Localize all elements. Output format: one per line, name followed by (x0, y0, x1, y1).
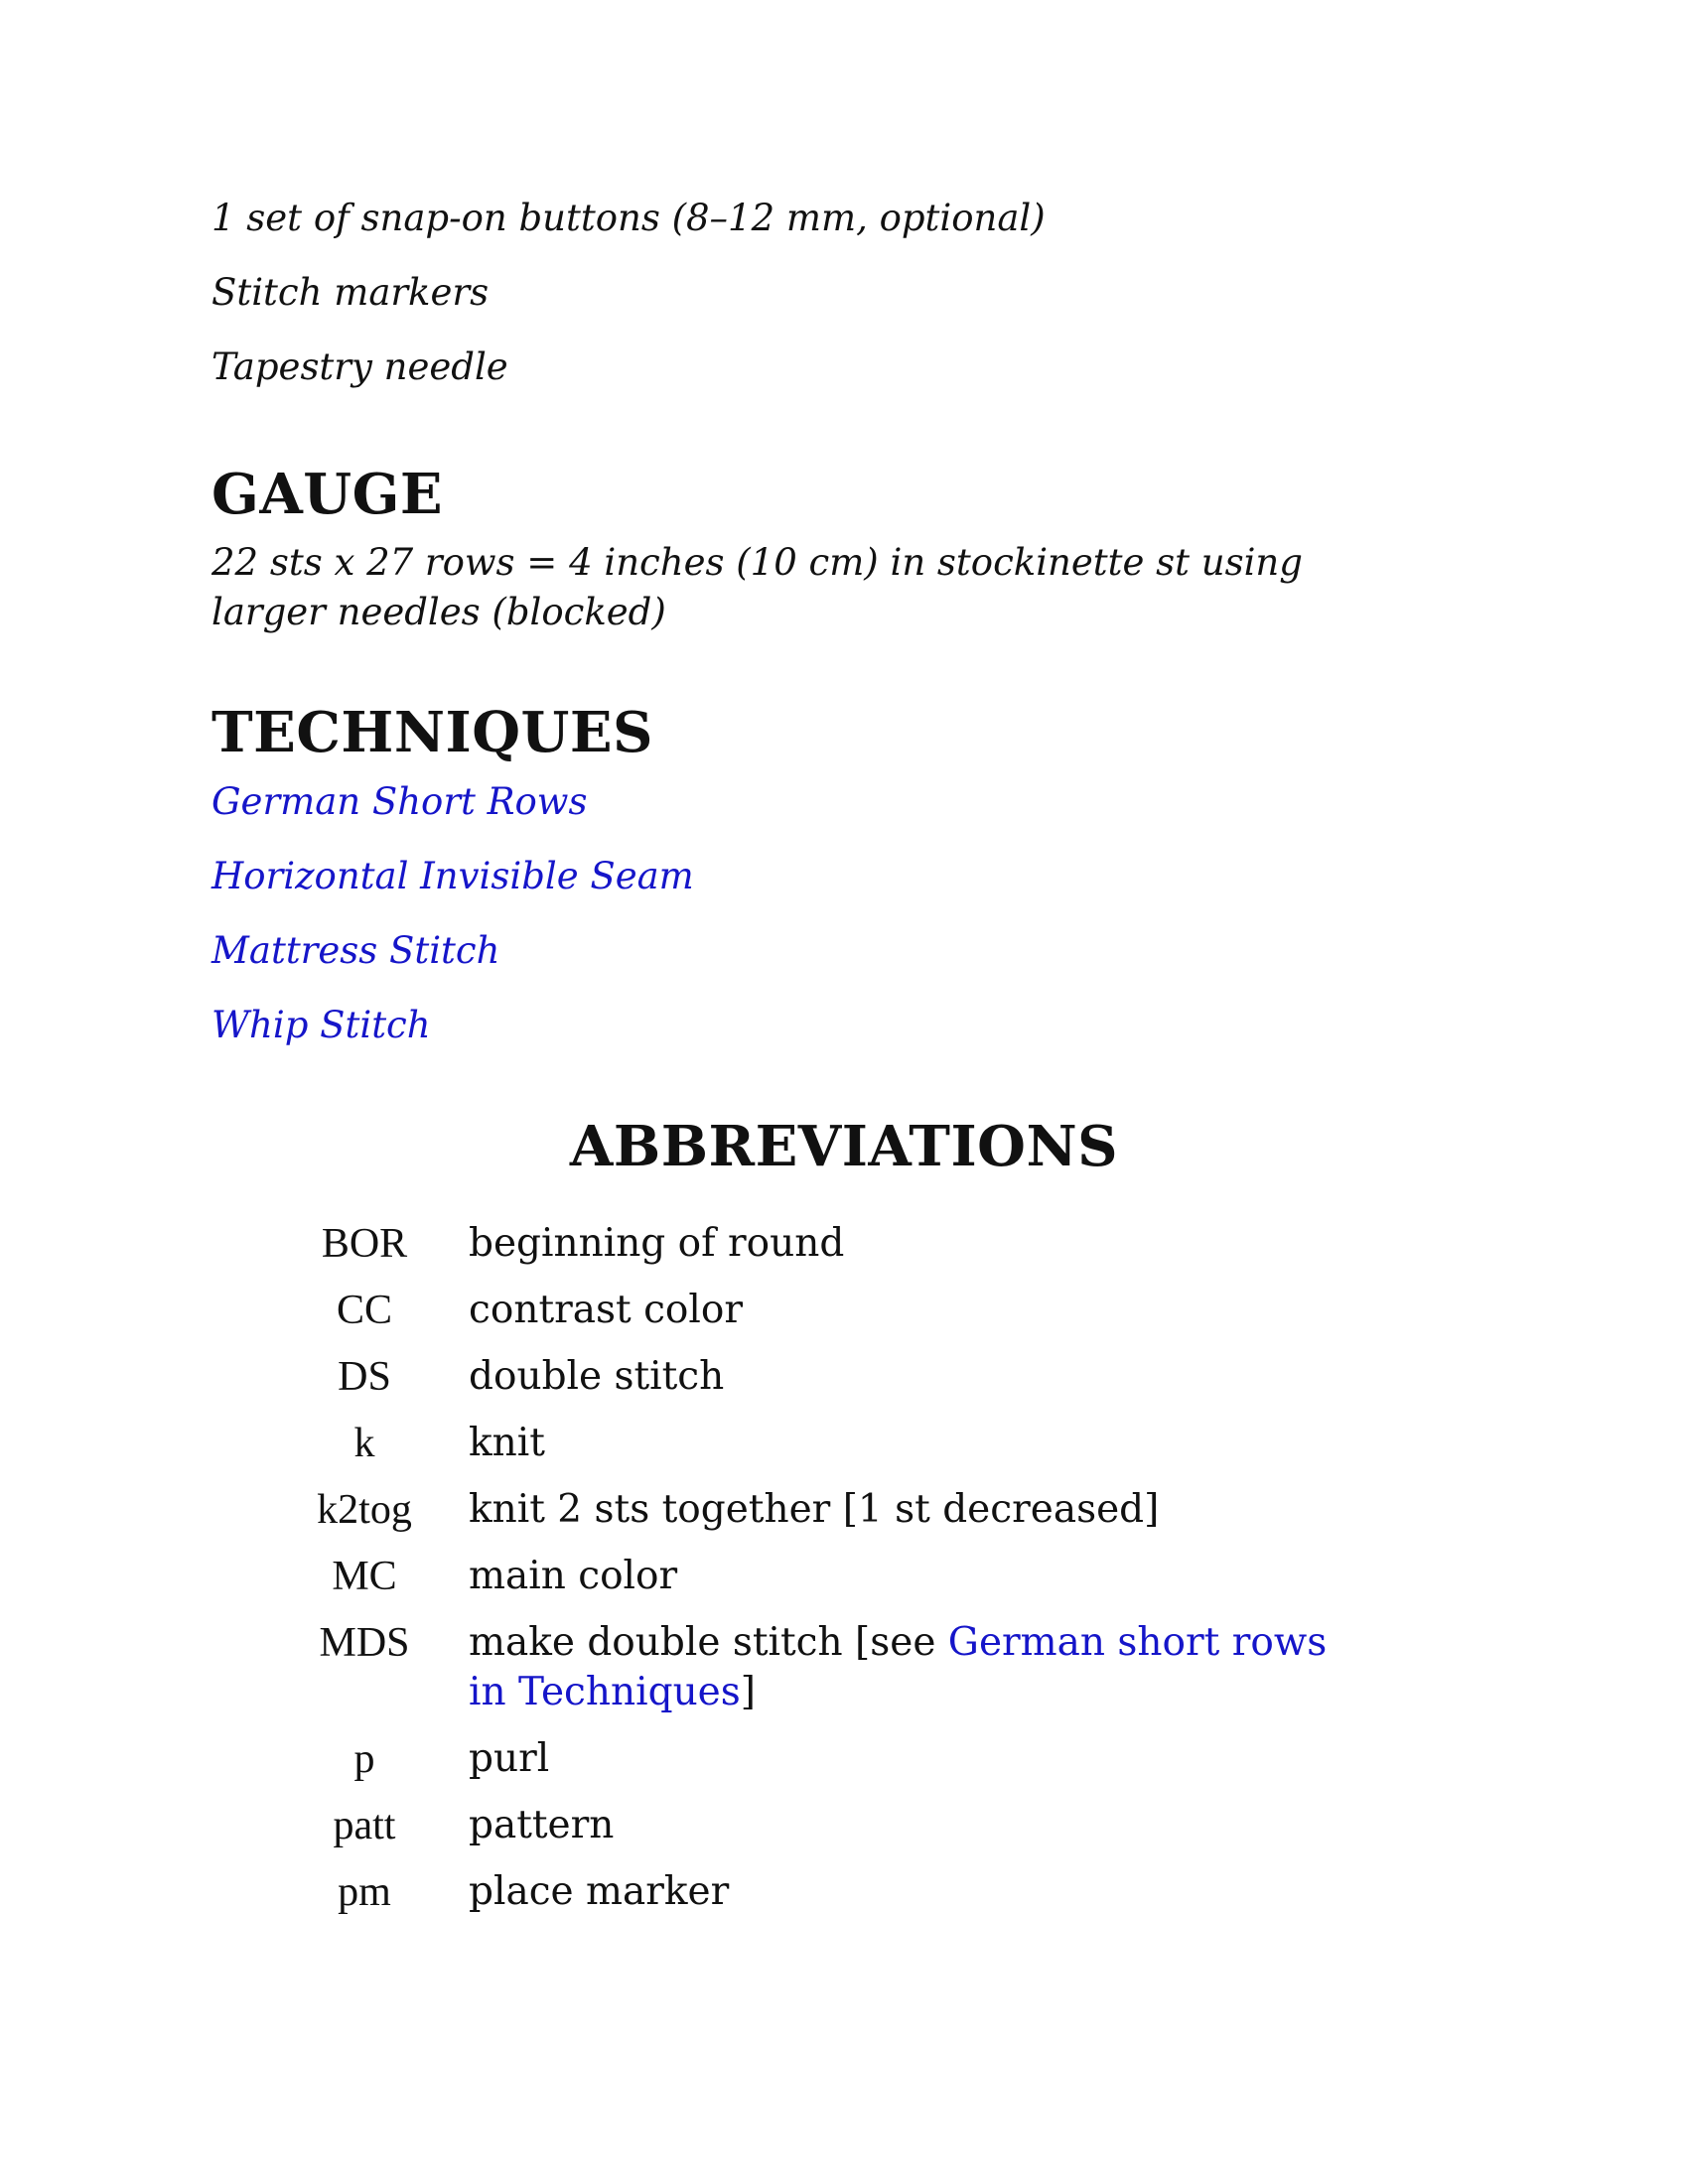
abbreviation-meaning-prefix: make double stitch [see (469, 1620, 948, 1665)
abbreviations-heading-text: ABBREVIATIONS (569, 1114, 1119, 1179)
abbreviation-meaning: place marker (469, 1869, 730, 1914)
abbreviation-code: k2tog (317, 1487, 412, 1533)
abbreviation-meaning: knit (469, 1421, 545, 1465)
material-item: Tapestry needle (211, 345, 508, 388)
table-row (260, 1419, 1362, 1485)
abbreviation-code: BOR (321, 1221, 408, 1267)
table-row (260, 1352, 1362, 1419)
abbreviation-meaning: pattern (469, 1803, 615, 1847)
abbreviation-meaning: contrast color (469, 1288, 744, 1332)
material-item: 1 set of snap-on buttons (8–12 mm, optional) (211, 197, 1046, 239)
abbreviations-heading (0, 1114, 1688, 1179)
abbreviation-code: p (353, 1736, 375, 1782)
techniques-list (211, 778, 694, 1076)
materials-list (211, 195, 1403, 418)
abbreviation-code: pm (338, 1869, 391, 1915)
technique-link-horizontal-invisible-seam[interactable]: Horizontal Invisible Seam (211, 855, 694, 897)
table-row (260, 1219, 1362, 1286)
gauge-text: 22 sts x 27 rows = 4 inches (10 cm) in stockinette st using larger needles (blocked) (211, 541, 1303, 633)
abbreviation-meaning (469, 1618, 1362, 1734)
technique-link-mattress-stitch[interactable]: Mattress Stitch (211, 929, 500, 972)
table-row (260, 1618, 1362, 1734)
german-short-rows-link[interactable]: German short rows in Techniques (469, 1620, 1328, 1714)
abbreviation-code: k (353, 1421, 375, 1466)
abbreviation-meaning: knit 2 sts together [1 st decreased] (469, 1487, 1160, 1532)
technique-link-german-short-rows[interactable]: German Short Rows (211, 780, 588, 823)
table-row (260, 1867, 1362, 1934)
gauge-heading: GAUGE (211, 462, 444, 527)
abbreviation-meaning: double stitch (469, 1354, 725, 1399)
table-row (260, 1286, 1362, 1352)
abbreviation-meaning: main color (469, 1554, 678, 1598)
techniques-heading: TECHNIQUES (211, 700, 653, 765)
technique-link-whip-stitch[interactable]: Whip Stitch (211, 1004, 431, 1046)
table-row (260, 1801, 1362, 1867)
material-item: Stitch markers (211, 271, 490, 314)
abbreviation-code: patt (333, 1803, 396, 1848)
table-row (260, 1552, 1362, 1618)
abbreviations-table (260, 1219, 1362, 1934)
table-row (260, 1734, 1362, 1801)
abbreviation-code: CC (336, 1288, 393, 1333)
abbreviation-code: MDS (319, 1620, 410, 1666)
table-row (260, 1485, 1362, 1552)
abbreviation-meaning: beginning of round (469, 1221, 845, 1266)
abbreviation-meaning-suffix: ] (740, 1670, 756, 1714)
abbreviation-code: DS (338, 1354, 391, 1400)
abbreviation-meaning: purl (469, 1736, 550, 1781)
abbreviation-code: MC (332, 1554, 397, 1599)
